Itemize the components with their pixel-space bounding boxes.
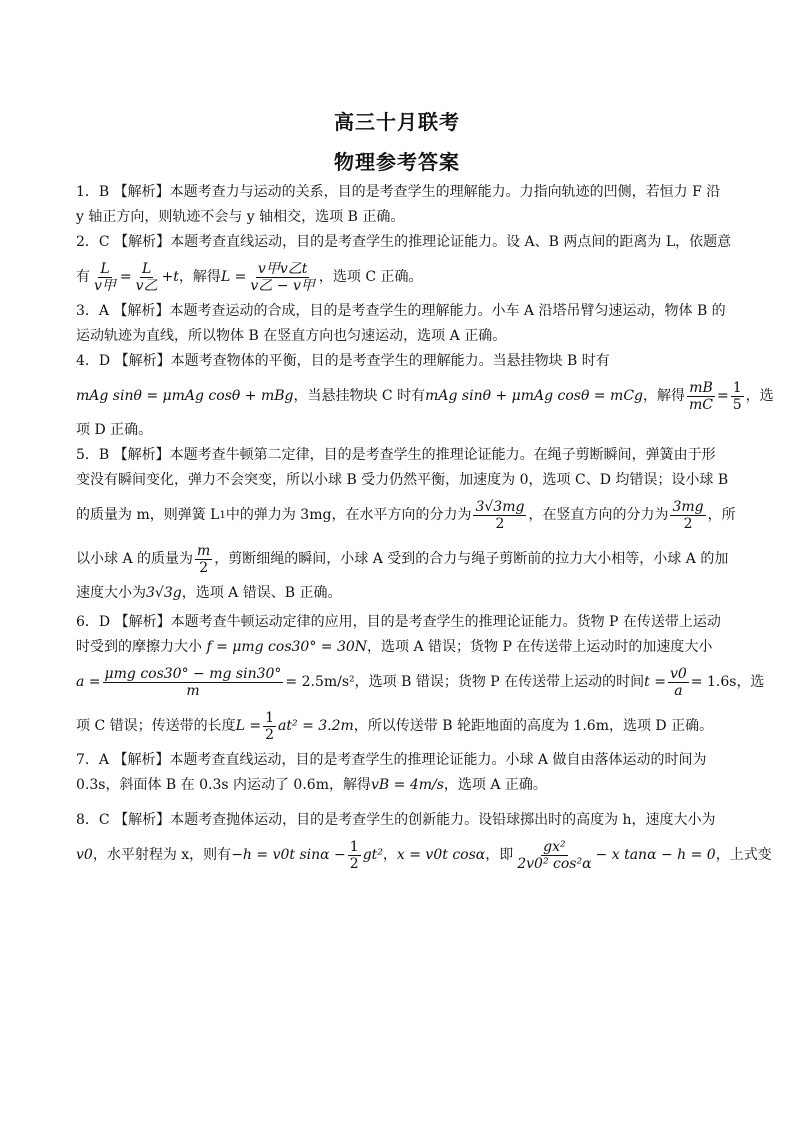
answer-text: 速度大小为 — [76, 585, 146, 601]
formula-term: −h = v0t sinα − — [231, 846, 346, 863]
answer-text: 的质量为 m，则弹簧 L — [76, 506, 220, 523]
formula-fraction: $\frac{1}{2}$ — [349, 838, 359, 872]
answer-num: 7．A — [76, 752, 110, 768]
answer-text: ，解得 — [643, 387, 686, 404]
answer-tag: 【解析】 — [114, 812, 171, 828]
formula-term: t = — [644, 673, 666, 690]
formula-fraction: $\frac{1}{5}$ — [732, 379, 742, 413]
answer-text: 项 C 错误；传送带的长度 — [76, 717, 236, 734]
answer-5: 5．B 【解析】本题考查牛顿第二定律，目的是考查学生的推理论证能力。在绳子剪断瞬间，弹簧由于形 变没有瞬间变化，弹力不会突变，所以小球 B 受力仍然平衡，加速度为 0，选项 C、D 均错误；设小球 B 的质量为 m，则弹簧 L 1 中的弹力为 3mg，在水平方向的分力为 $\frac{3√3mg}{2}$ ，在竖直方向的分力为 $\frac{3mg}{2}$ ，所 以小球 A 的质量为 $\frac{m}{2}$ ，剪断细绳的瞬间，小球 A 受到的合力与绳子剪断前的拉力大小相等，小球 A 的加 速度大小为3√3g，选项 A 错误、B 正确。 — [76, 447, 736, 601]
formula-fraction: $\frac{1}{2}$ — [265, 709, 275, 743]
formula-term: = 1.6s — [690, 673, 737, 690]
formula-fraction: $\frac{3mg}{2}$ — [672, 498, 704, 532]
answer-num: 5．B — [76, 447, 110, 463]
formula-term: x = v0t cosα — [396, 846, 486, 863]
answer-list — [76, 180, 774, 877]
formula-fraction: $\frac{L}{\text{v甲}}$ — [94, 260, 116, 294]
answer-text: 本题考查牛顿运动定律的应用，目的是考查学生的推理论证能力。货物 P 在传送带上运动 — [170, 614, 721, 630]
page-title: 高三十月联考 — [334, 110, 460, 134]
formula-fraction: $\frac{mB}{mC}$ — [689, 379, 714, 413]
formula-term: v0 — [76, 846, 93, 863]
answer-text: ，上式变 — [715, 846, 772, 863]
formula-fraction: $\frac{\text{μmg cos30° − mg sin30°}}{m}$ — [104, 665, 282, 699]
answer-text: 本题考查牛顿第二定律，目的是考查学生的推理论证能力。在绳子剪断瞬间，弹簧由于形 — [169, 447, 716, 463]
answer-num: 3．A — [76, 303, 110, 319]
answer-num: 1．B — [76, 184, 110, 200]
answer-num: 8．C — [76, 812, 110, 828]
formula-term: = 2.5m/s² — [285, 673, 355, 690]
answer-text: 有 — [76, 268, 90, 285]
answer-text: ，选项 B 错误；货物 P 在传送带上运动的时间 — [354, 673, 645, 690]
answer-num: 6．D — [76, 614, 111, 630]
answer-text: ，选项 A 正确。 — [443, 777, 547, 793]
formula-fraction: $\frac{\text{v甲v乙t}}{\text{v乙 − v甲}}$ — [250, 260, 315, 294]
answer-text: 0.3s，斜面体 B 在 0.3s 内运动了 0.6m，解得 — [76, 777, 371, 793]
answer-tag: 【解析】 — [114, 234, 171, 250]
answer-tag: 【解析】 — [114, 353, 171, 369]
formula-term: L = — [235, 717, 262, 734]
formula-term: mAg sinθ + μmAg cosθ = mCg — [425, 387, 644, 404]
formula-term: vB = 4m/s — [370, 777, 444, 793]
answer-text: ，选项 A 错误、B 正确。 — [181, 585, 342, 601]
answer-1 — [76, 180, 720, 230]
answer-3 — [76, 299, 726, 349]
answer-text: 本题考查直线运动，目的是考查学生的推理论证能力。小球 A 做自由落体运动的时间为 — [169, 752, 707, 768]
answer-text: ，即 — [485, 846, 514, 863]
answer-text: ，当悬挂物块 C 时有 — [293, 387, 426, 404]
answer-text: ，在竖直方向的分力为 — [528, 506, 669, 523]
answer-text: ，所以传送带 B 轮距地面的高度为 1.6m，选项 D 正确。 — [353, 717, 714, 734]
answer-text: ，所 — [707, 506, 736, 523]
answer-text: y 轴正方向，则轨迹不会与 y 轴相交，选项 B 正确。 — [76, 209, 405, 225]
formula-term: f = μmg cos30° = 30N — [206, 639, 368, 655]
answer-text: 以小球 A 的质量为 — [76, 550, 194, 567]
answer-num: 4．D — [76, 353, 111, 369]
formula-term: L = — [220, 268, 247, 285]
formula-term: at² = 3.2m — [278, 717, 354, 734]
answer-text: 本题考查抛体运动，目的是考查学生的创新能力。设铅球掷出时的高度为 h，速度大小为 — [170, 812, 716, 828]
page-subtitle: 物理参考答案 — [334, 150, 460, 174]
answer-text: 时受到的摩擦力大小 — [76, 639, 202, 655]
answer-4: 4．D 【解析】本题考查物体的平衡，目的是考查学生的理解能力。当悬挂物块 B 时有 mAg sinθ = μmAg cosθ + mBg ，当悬挂物块 C 时有 mAg sinθ + μmAg cosθ = mCg ，解得 $\frac{mB}{mC}$ = $\frac{1}{5}$ ，选 项 D 正确。 — [76, 349, 720, 443]
answer-tag: 【解析】 — [114, 614, 171, 630]
answer-tag: 【解析】 — [113, 447, 170, 463]
answer-2: 2．C 【解析】本题考查直线运动，目的是考查学生的推理论证能力。设 A、B 两点间的距离为 L，依题意 有 $\frac{L}{\text{v甲}}$ = $\frac{L}{\text{v乙}}$ +t ，解得 L = $\frac{\text{v甲v乙t}}{\text{v乙 − v甲}}$ ，选项 C 正确。 — [76, 234, 732, 294]
answer-text: 本题考查运动的合成，目的是考查学生的理解能力。小车 A 沿塔吊臂匀速运动，物体 B 的 — [169, 303, 726, 319]
formula-term: 3√3g — [146, 585, 182, 601]
formula-term: gt² — [362, 846, 383, 863]
formula-term: mAg sinθ = μmAg cosθ + mBg — [76, 387, 294, 404]
formula-fraction: $\frac{\text{gx²}}{\text{2v0² cos²α}}$ — [517, 838, 592, 872]
answer-text: ，选项 C 正确。 — [318, 268, 423, 285]
answer-text: ，选项 A 错误；货物 P 在传送带上运动时的加速度大小 — [367, 639, 713, 655]
formula-fraction: $\frac{L}{\text{v乙}}$ — [135, 260, 158, 294]
answer-text: 变没有瞬间变化，弹力不会突变，所以小球 B 受力仍然平衡，加速度为 0，选项 C、D 均错误；设小球 B — [76, 472, 729, 488]
answer-tag: 【解析】 — [113, 752, 170, 768]
answer-text: ，选 — [745, 387, 774, 404]
formula-term: +t — [161, 268, 179, 285]
answer-text: 中的弹力为 3mg，在水平方向的分力为 — [225, 506, 472, 523]
answer-text: ，选 — [736, 673, 765, 690]
formula-term: − x tanα − h = 0 — [595, 846, 716, 863]
answer-tag: 【解析】 — [113, 303, 170, 319]
answer-7 — [76, 748, 720, 798]
answer-num: 2．C — [76, 234, 110, 250]
answer-text: 运动轨迹为直线，所以物体 B 在竖直方向也匀速运动，选项 A 正确。 — [76, 328, 507, 344]
formula-fraction: $\frac{3√3mg}{2}$ — [475, 498, 525, 532]
answer-6 — [76, 610, 765, 748]
formula-fraction: $\frac{m}{2}$ — [197, 542, 211, 576]
answer-text: ，解得 — [178, 268, 221, 285]
answer-text: ，剪断细绳的瞬间，小球 A 受到的合力与绳子剪断前的拉力大小相等，小球 A 的加 — [214, 550, 729, 567]
answer-text: ，水平射程为 x，则有 — [92, 846, 232, 863]
answer-text: 本题考查力与运动的关系，目的是考查学生的理解能力。力指向轨迹的凹侧，若恒力 F 沿 — [169, 184, 721, 200]
answer-text: 项 D 正确。 — [76, 422, 153, 438]
answer-tag: 【解析】 — [113, 184, 170, 200]
formula-fraction: $\frac{v0}{a}$ — [669, 665, 687, 699]
answer-text: 本题考查直线运动，目的是考查学生的推理论证能力。设 A、B 两点间的距离为 L，依题意 — [170, 234, 732, 250]
answer-text: 本题考查物体的平衡，目的是考查学生的理解能力。当悬挂物块 B 时有 — [170, 353, 610, 369]
formula-term: a = — [76, 673, 101, 690]
answer-8: 8．C 【解析】本题考查抛体运动，目的是考查学生的创新能力。设铅球掷出时的高度为 h，速度大小为 v0 ，水平射程为 x，则有 −h = v0t sinα − $\frac{1}{2}$ gt² ， x = v0t cosα ，即 $\frac{\text{gx²}}{\text{2v0² cos²α}}$ − x tanα − h = 0 ，上式变 — [76, 812, 772, 872]
